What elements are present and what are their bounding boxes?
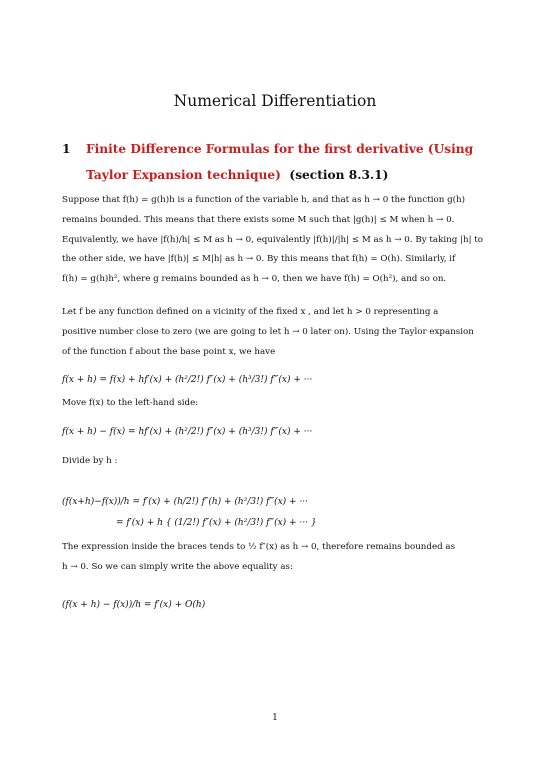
text-line: Equivalently, we have |f(h)/h| ≤ M as h → 0, equivalently |f(h)|/|h| ≤ M as h → 0. By taking |h| to xyxy=(62,234,483,245)
paragraph-braces xyxy=(62,538,492,578)
section-heading-line1: Finite Difference Formulas for the first derivative (Using xyxy=(86,142,474,156)
text-line: remains bounded. This means that there exists some M such that |g(h)| ≤ M when h → 0. xyxy=(62,214,455,225)
equation-difference: f(x + h) − f(x) = hf′(x) + (h²/2!) f″(x) + (h³/3!) f‴(x) + ··· xyxy=(62,427,313,437)
text-line: f(h) = g(h)h², where g remains bounded as h → 0, then we have f(h) = O(h²), and so on. xyxy=(62,274,447,285)
text-line: h → 0. So we can simply write the above equality as: xyxy=(62,561,293,572)
section-number: 1 xyxy=(62,142,71,156)
page-number: 1 xyxy=(272,713,278,723)
equation-taylor-expansion: f(x + h) = f(x) + hf′(x) + (h²/2!) f″(x) + (h³/3!) f‴(x) + ··· xyxy=(62,375,313,385)
move-text: Move f(x) to the left-hand side: xyxy=(62,398,199,408)
text-line: the other side, we have |f(h)| ≤ M|h| as h → 0. By this means that f(h) = O(h). Similarly, if xyxy=(62,254,456,265)
equation-forward-difference: (f(x + h) − f(x))/h = f′(x) + O(h) xyxy=(62,600,206,610)
section-heading xyxy=(62,136,502,188)
page-title: Numerical Differentiation xyxy=(173,92,377,110)
equation-divided-line1: (f(x+h)−f(x))/h = f′(x) + (h/2!) f″(h) + (h²/3!) f‴(x) + ··· xyxy=(62,497,309,507)
text-line: The expression inside the braces tends to ½ f″(x) as h → 0, therefore remains bounded as xyxy=(62,542,456,552)
text-line: Suppose that f(h) = g(h)h is a function of the variable h, and that as h → 0 the function g(h) xyxy=(62,195,466,205)
text-line: positive number close to zero (we are going to let h → 0 later on). Using the Taylor expansion xyxy=(62,326,474,337)
paragraph-big-o xyxy=(62,191,492,290)
paragraph-taylor xyxy=(62,303,492,362)
text-line: of the function f about the base point x, we have xyxy=(62,346,276,357)
divide-text: Divide by h : xyxy=(62,456,118,466)
section-ref: (section 8.3.1) xyxy=(289,168,389,182)
equation-divided-line2: = f′(x) + h { (1/2!) f″(x) + (h²/3!) f‴(x) + ··· } xyxy=(116,518,317,528)
text-line: Let f be any function defined on a vicinity of the fixed x , and let h > 0 representing a xyxy=(62,307,439,317)
section-heading-line2: Taylor Expansion technique) xyxy=(86,168,281,182)
